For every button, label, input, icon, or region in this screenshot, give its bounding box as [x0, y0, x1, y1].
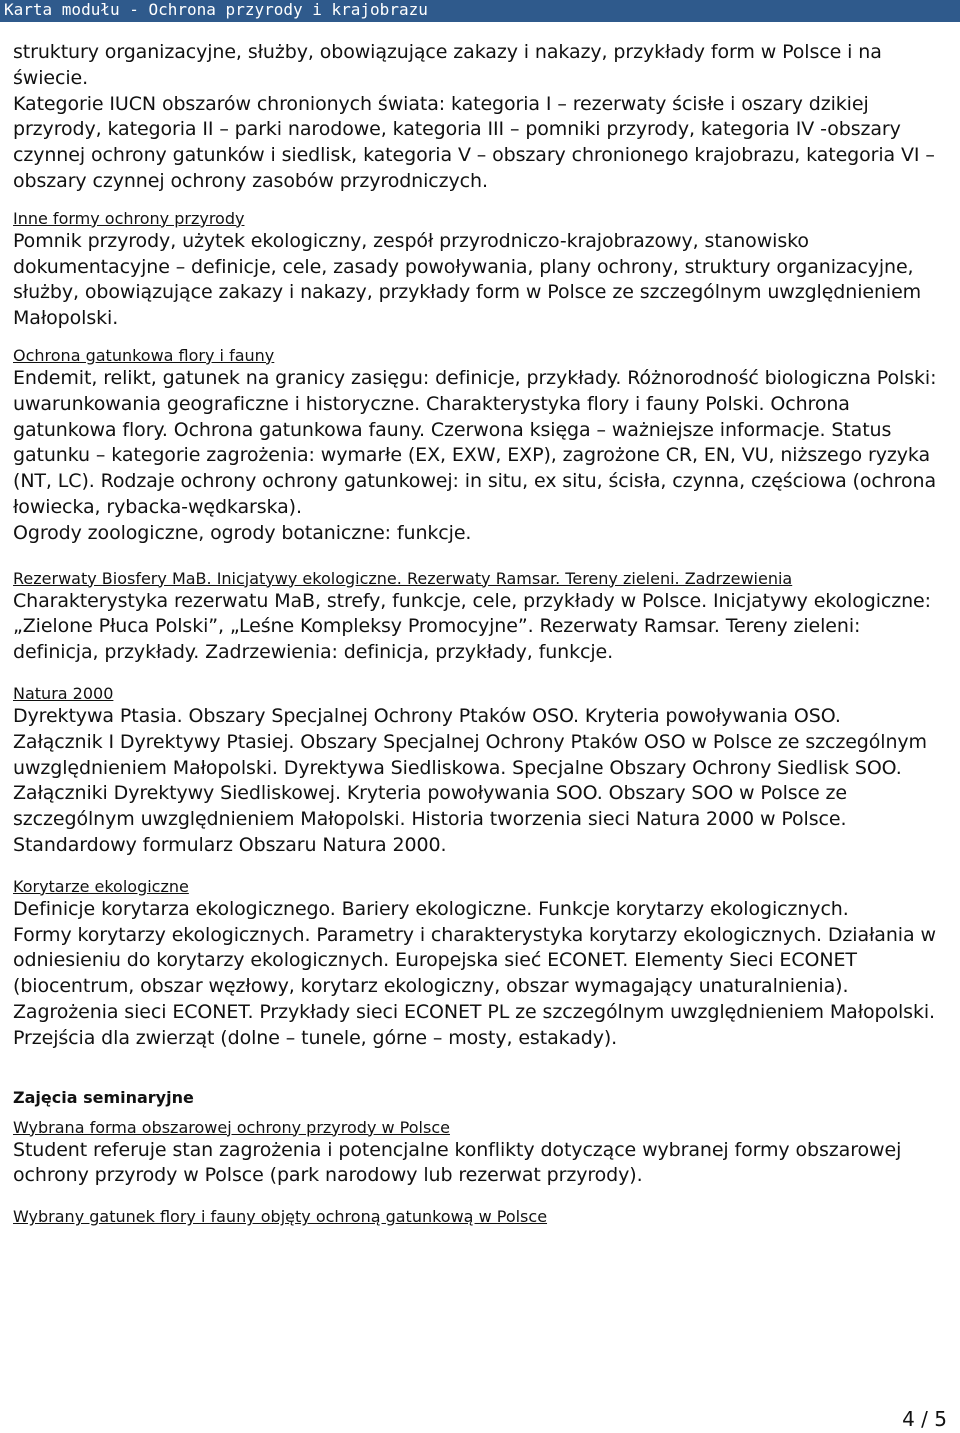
page-header: Karta modułu - Ochrona przyrody i krajobrazu [0, 0, 960, 22]
page-number: 4 / 5 [902, 1407, 947, 1431]
section-text-rezerwaty: Charakterystyka rezerwatu MaB, strefy, funkcje, cele, przykłady w Polsce. Inicjatywy ekologiczne: „Zielone Płuca Polski”, „Leśne Kompleksy Promocyjne”. Rezerwaty Ramsar. Tereny zieleni: definicja, przykłady. Zadrzewienia: definicja, przykłady, funkcje. [13, 589, 931, 664]
section-text-ogrody: Ogrody zoologiczne, ogrody botaniczne: funkcje. [13, 521, 472, 544]
section-text-korytarze-1: Definicje korytarza ekologicznego. Bariery ekologiczne. Funkcje korytarzy ekologicznych. [13, 897, 849, 920]
section-text-natura-2: Załącznik I Dyrektywy Ptasiej. Obszary Specjalnej Ochrony Ptaków OSO w Polsce ze szczególnym uwzględnieniem Małopolski. Dyrektywa Siedliskowa. Specjalne Obszary Ochrony Siedlisk SOO. Załączniki Dyrektywy Siedliskowej. Kryteria powoływania SOO. Obszary SOO w Polsce ze szczególnym uwzględnieniem Małopolski. Historia tworzenia sieci Natura 2000 w Polsce. Standardowy formularz Obszaru Natura 2000. [13, 730, 927, 856]
section-text-korytarze-2: Formy korytarzy ekologicznych. Parametry i charakterystyka korytarzy ekologicznych. Działania w odniesieniu do korytarzy ekologicznych. Europejska sieć ECONET. Elementy Sieci ECONET (biocentrum, obszar węzłowy, korytarz ekologiczny, obszar wymagający unaturalnienia). Zagrożenia sieci ECONET. Przykłady sieci ECONET PL ze szczególnym uwzględnieniem Małopolski. Przejścia dla zwierząt (dolne – tunele, górne – mosty, estakady). [13, 923, 936, 1049]
section-text-ochrona-gatunkowa: Endemit, relikt, gatunek na granicy zasięgu: definicje, przykłady. Różnorodność biologiczna Polski: uwarunkowania geograficzne i historyczne. Charakterystyka flory i fauny Polski. Ochrona gatunkowa flory. Ochrona gatunkowa fauny. Czerwona księga – ważniejsze informacje. Status gatunku – kategorie zagrożenia: wymarłe (EX, EXW, EXP), zagrożone CR, EN, VU, niższego ryzyka (NT, LC). Rodzaje ochrony ochrony gatunkowej: in situ, ex situ, ścisła, czynna, częściowa (ochrona łowiecka, rybacka-wędkarska). [13, 366, 937, 518]
document-content [13, 40, 948, 1227]
subheading-wybrany-gatunek: Wybrany gatunek flory i fauny objęty ochroną gatunkową w Polsce [13, 1207, 548, 1227]
section-heading-inne-formy: Inne formy ochrony przyrody [13, 208, 245, 228]
section-heading-ochrona-gatunkowa: Ochrona gatunkowa flory i fauny [13, 345, 275, 365]
subheading-wybrana-forma: Wybrana forma obszarowej ochrony przyrody w Polsce [13, 1117, 450, 1137]
section-heading-rezerwaty: Rezerwaty Biosfery MaB. Inicjatywy ekologiczne. Rezerwaty Ramsar. Tereny zieleni. Zadrzewienia [13, 568, 793, 588]
section-text-inne-formy: Pomnik przyrody, użytek ekologiczny, zespół przyrodniczo-krajobrazowy, stanowisko dokumentacyjne – definicje, cele, zasady powoływania, plany ochrony, struktury organizacyjne, służby, obowiązujące zakazy i nakazy, przykłady form w Polsce ze szczególnym uwzględnieniem Małopolski. [13, 229, 922, 330]
intro-paragraph-2: Kategorie IUCN obszarów chronionych świata: kategoria I – rezerwaty ścisłe i oszary dzikiej przyrody, kategoria II – parki narodowe, kategoria III – pomniki przyrody, kategoria IV -obszary czynnej ochrony gatunków i siedlisk, kategoria V – obszary chronionego krajobrazu, kategoria VI – obszary czynnej ochrony zasobów przyrodniczych. [13, 92, 935, 192]
section-heading-korytarze: Korytarze ekologiczne [13, 876, 189, 896]
section-heading-seminaria: Zajęcia seminaryjne [13, 1087, 194, 1107]
section-text-seminaria: Student referuje stan zagrożenia i potencjalne konflikty dotyczące wybranej formy obszarowej ochrony przyrody w Polsce (park narodowy lub rezerwat przyrody). [13, 1138, 902, 1187]
section-heading-natura-2000: Natura 2000 [13, 683, 114, 703]
section-text-natura-1: Dyrektywa Ptasia. Obszary Specjalnej Ochrony Ptaków OSO. Kryteria powoływania OSO. [13, 704, 841, 727]
intro-paragraph-1: struktury organizacyjne, służby, obowiązujące zakazy i nakazy, przykłady form w Polsce i na świecie. [13, 41, 882, 89]
